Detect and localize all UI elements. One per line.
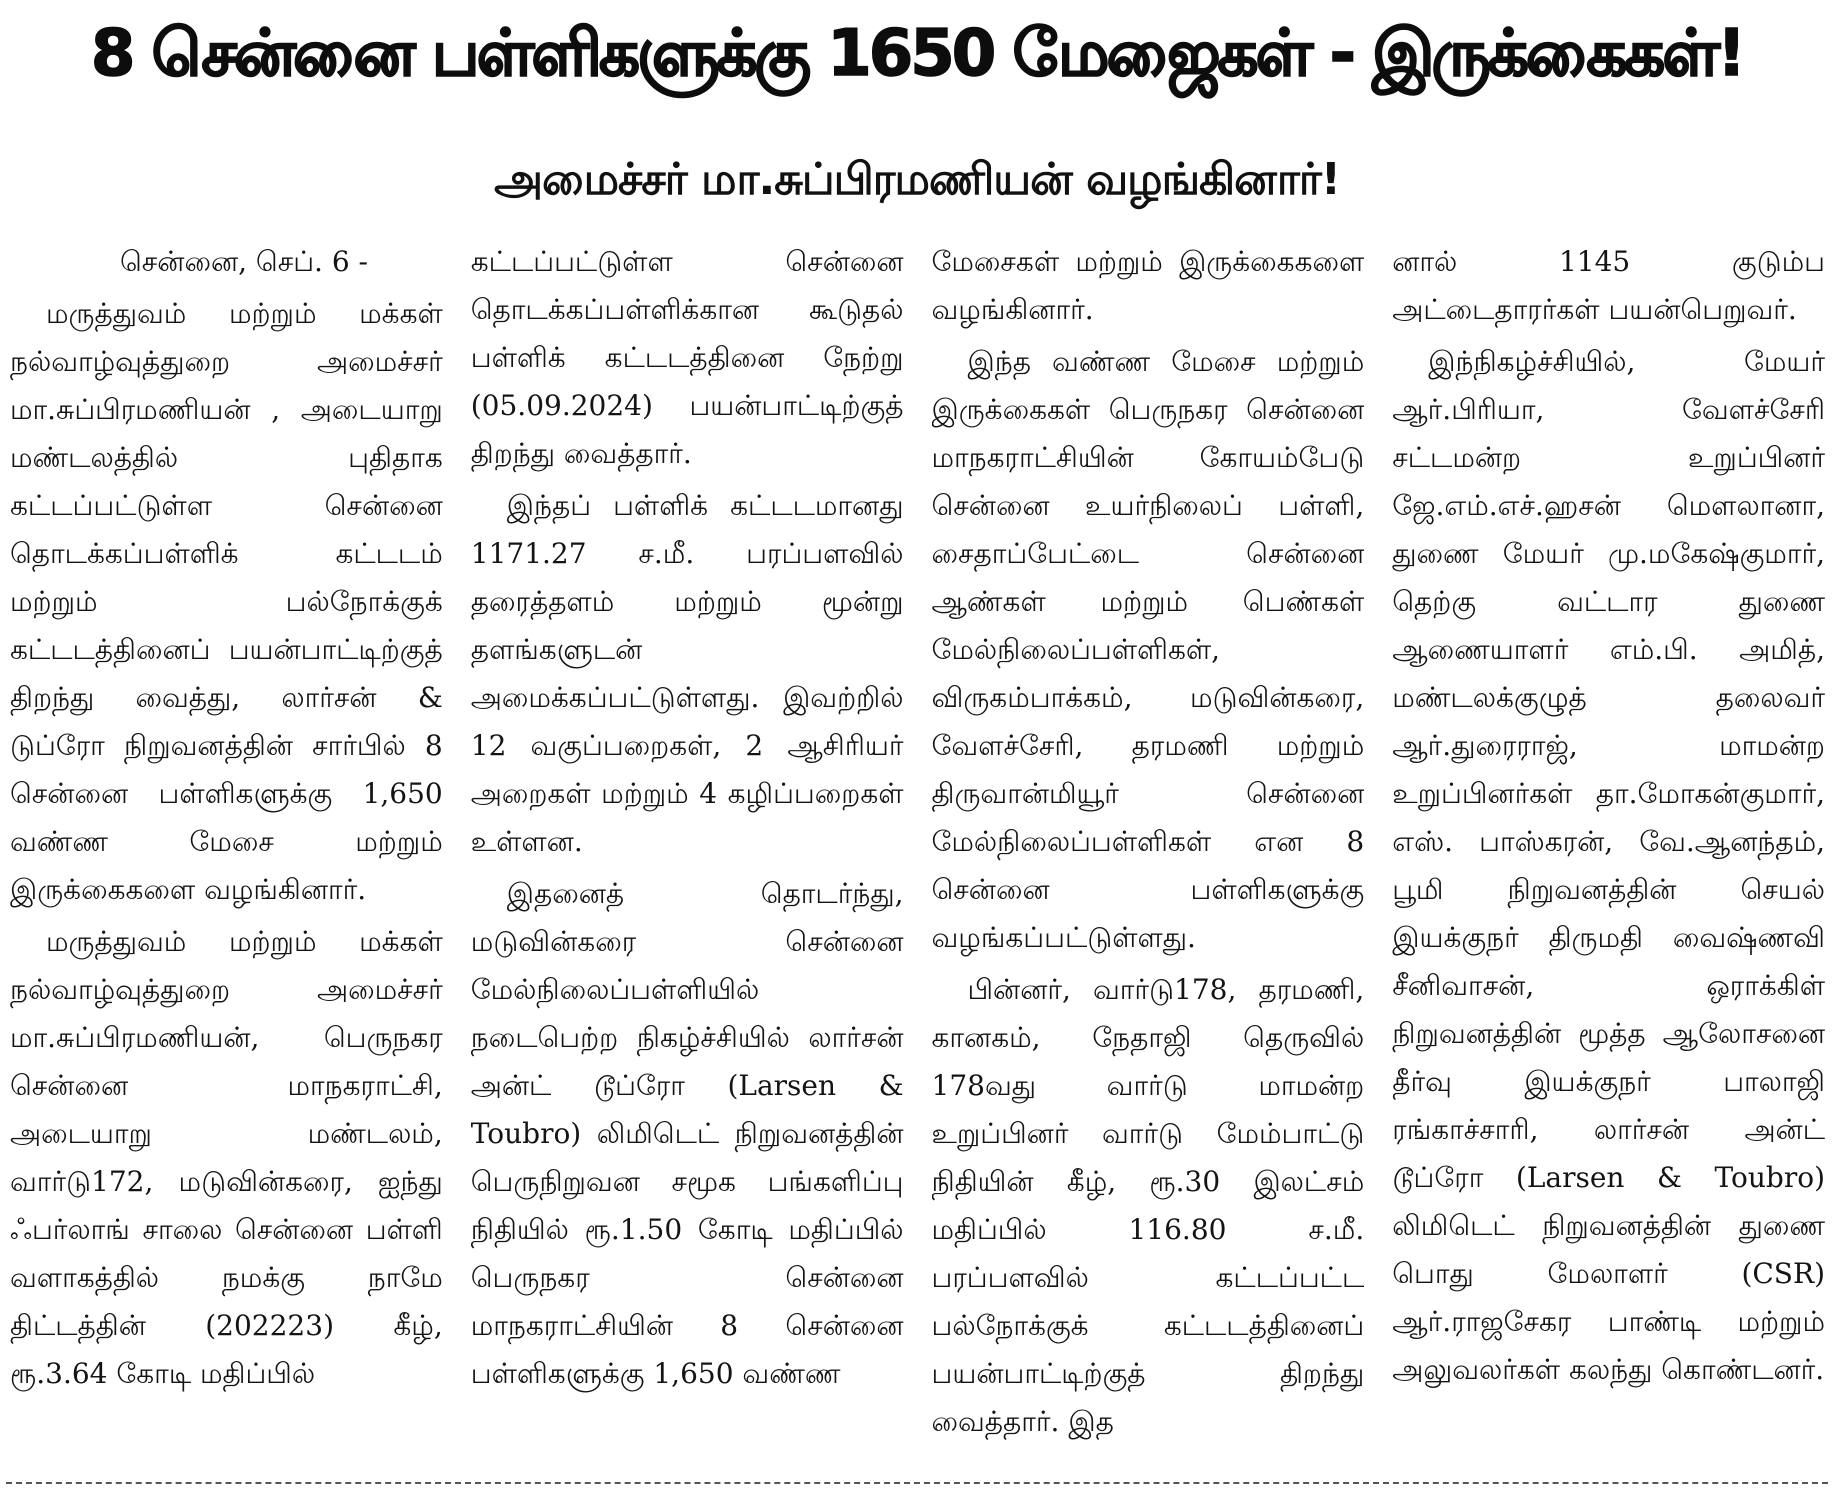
paragraph: மருத்துவம் மற்றும் மக்கள் நல்வாழ்வுத்துறை அமைச்சர் மா.சுப்பிரமணியன், பெருநகர சென்னை மாநகராட்சி, அடையாறு மண்டலம், வார்டு172, மடுவின்கரை, ஐந்து ஃபர்லாங் சாலை சென்னை பள்ளி வளாகத்தில் நமக்கு நாமே திட்டத்தின் (202223) கீழ், ரூ.3.64 கோடி மதிப்பில்: [10, 925, 443, 1390]
paragraph: னால் 1145 குடும்ப அட்டைதாரர்கள் பயன்பெறுவர்.: [1392, 245, 1825, 326]
dashed-divider: [6, 1482, 1828, 1484]
paragraph: இந்நிகழ்ச்சியில், மேயர் ஆர்.பிரியா, வேளச்சேரி சட்டமன்ற உறுப்பினர் ஜே.எம்.எச்.ஹசன் மௌலானா, துணை மேயர் மு.மகேஷ்குமார், தெற்கு வட்டார துணை ஆணையாளர் எம்.பி. அமித், மண்டலக்குழுத் தலைவர் ஆர்.துரைராஜ், மாமன்ற உறுப்பினர்கள் தா.மோகன்குமார், எஸ். பாஸ்கரன், வே.ஆனந்தம், பூமி நிறுவனத்தின் செயல் இயக்குநர் திருமதி வைஷ்ணவி சீனிவாசன், ஒராக்கிள் நிறுவனத்தின் மூத்த ஆலோசனை தீர்வு இயக்குநர் பாலாஜி ரங்காச்சாரி, லார்சன் அன்ட் டூப்ரோ (Larsen & Toubro) லிமிடெட் நிறுவனத்தின் துணை பொது மேலாளர் (CSR) ஆர்.ராஜசேகர பாண்டி மற்றும் அலுவலர்கள் கலந்து கொண்டனர்.: [1392, 345, 1825, 1386]
paragraph: இந்தப் பள்ளிக் கட்டடமானது 1171.27 ச.மீ. பரப்பளவில் தரைத்தளம் மற்றும் மூன்று தளங்களுடன் அமைக்கப்பட்டுள்ளது. இவற்றில் 12 வகுப்பறைகள், 2 ஆசிரியர் அறைகள் மற்றும் 4 கழிப்பறைகள் உள்ளன.: [470, 489, 904, 858]
subheadline: அமைச்சர் மா.சுப்பிரமணியன் வழங்கினார்!: [494, 154, 1340, 205]
dateline-paragraph: சென்னை, செப். 6 -: [120, 245, 369, 278]
paragraph: இதனைத் தொடர்ந்து, மடுவின்கரை சென்னை மேல்நிலைப்பள்ளியில் நடைபெற்ற நிகழ்ச்சியில் லார்சன் அன்ட் டூப்ரோ (Larsen & Toubro) லிமிடெட் நிறுவனத்தின் பெருநிறுவன சமூக பங்களிப்பு நிதியில் ரூ.1.50 கோடி மதிப்பில் பெருநகர சென்னை மாநகராட்சியின் 8 சென்னை பள்ளிகளுக்கு 1,650 வண்ண: [470, 877, 904, 1390]
article-body: [10, 238, 1825, 1458]
column-3: [932, 238, 1365, 1458]
paragraph: மருத்துவம் மற்றும் மக்கள் நல்வாழ்வுத்துறை அமைச்சர் மா.சுப்பிரமணியன் , அடையாறு மண்டலத்தில் புதிதாக கட்டப்பட்டுள்ள சென்னை தொடக்கப்பள்ளிக் கட்டடம் மற்றும் பல்நோக்குக் கட்டடத்தினைப் பயன்பாட்டிற்குத் திறந்து வைத்து, லார்சன் & டுப்ரோ நிறுவனத்தின் சார்பில் 8 சென்னை பள்ளிகளுக்கு 1,650 வண்ண மேசை மற்றும் இருக்கைகளை வழங்கினார்.: [10, 297, 443, 906]
headline: 8 சென்னை பள்ளிகளுக்கு 1650 மேஜைகள் - இருக்கைகள்!: [90, 17, 1744, 91]
column-1: [10, 238, 443, 1458]
column-4: [1392, 238, 1825, 1458]
paragraph: இந்த வண்ண மேசை மற்றும் இருக்கைகள் பெருநகர சென்னை மாநகராட்சியின் கோயம்பேடு சென்னை உயர்நிலைப் பள்ளி, சைதாப்பேட்டை சென்னை ஆண்கள் மற்றும் பெண்கள் மேல்நிலைப்பள்ளிகள், விருகம்பாக்கம், மடுவின்கரை, வேளச்சேரி, தரமணி மற்றும் திருவான்மியூர் சென்னை மேல்நிலைப்பள்ளிகள் என 8 சென்னை பள்ளிகளுக்கு வழங்கப்பட்டுள்ளது.: [931, 345, 1365, 954]
paragraph: கட்டப்பட்டுள்ள சென்னை தொடக்கப்பள்ளிக்கான கூடுதல் பள்ளிக் கட்டடத்தினை நேற்று (05.09.2024) பயன்பாட்டிற்குத் திறந்து வைத்தார்.: [470, 245, 904, 470]
paragraph: மேசைகள் மற்றும் இருக்கைகளை வழங்கினார்.: [931, 245, 1365, 326]
paragraph: பின்னர், வார்டு178, தரமணி, கானகம், நேதாஜி தெருவில் 178வது வார்டு மாமன்ற உறுப்பினர் வார்டு மேம்பாட்டு நிதியின் கீழ், ரூ.30 இலட்சம் மதிப்பில் 116.80 ச.மீ. பரப்பளவில் கட்டப்பட்ட பல்நோக்குக் கட்டடத்தினைப் பயன்பாட்டிற்குத் திறந்து வைத்தார். இத: [931, 973, 1365, 1438]
column-2: [471, 238, 904, 1458]
